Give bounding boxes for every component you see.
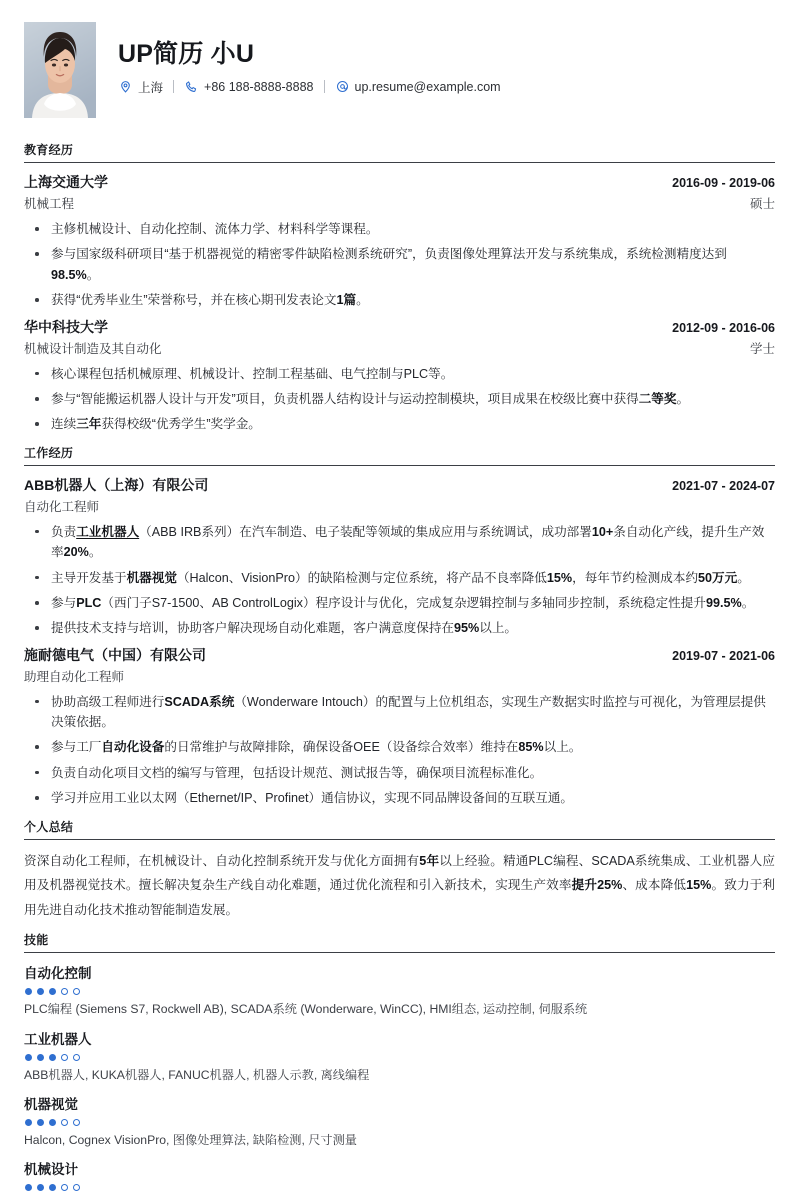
rating-dot-filled — [25, 1119, 32, 1126]
page-title: UP简历 小U — [118, 40, 255, 68]
rating-dot-filled — [37, 1054, 44, 1061]
phone-icon — [184, 79, 199, 94]
header-text-block — [118, 22, 501, 96]
emphasis-run: 三年 — [76, 417, 102, 432]
contact-location — [118, 78, 163, 96]
skill-level-rating — [25, 1119, 775, 1126]
emphasis-run: 10+ — [591, 524, 614, 539]
text-run: （Wonderware Intouch）的配置与上位机组态，实现生产数据实时监控与可视化，为管理层提供决策依据。 — [51, 694, 766, 730]
entry-date-range: 2021-07 - 2024-07 — [672, 478, 775, 493]
text-run: 。 — [676, 391, 690, 406]
entry-header — [24, 645, 775, 665]
entry-date-range: 2016-09 - 2019-06 — [672, 176, 775, 190]
rating-dot-filled — [49, 1184, 56, 1191]
skill-name: 机器视觉 — [24, 1096, 78, 1112]
emphasis-run: 5年 — [419, 853, 440, 868]
text-run: 。 — [737, 570, 750, 585]
skill-name: 自动化控制 — [24, 966, 92, 982]
text-run: 负责自动化项目文档的编写与管理，包括设计规范、测试报告等，确保项目流程标准化。 — [51, 765, 543, 780]
bullet-item — [24, 414, 775, 434]
text-run: 连续 — [51, 417, 77, 432]
text-run: 。致力于利用先进自动化技术推动智能制造发展。 — [24, 878, 776, 917]
experience-entry — [24, 645, 775, 809]
skill-item — [24, 962, 775, 1018]
text-run: 以上。 — [479, 621, 517, 636]
entry-subheader — [24, 194, 775, 212]
entry-role: 自动化工程师 — [24, 499, 100, 514]
rating-dot-filled — [37, 988, 44, 995]
text-run: 资深自动化工程师，在机械设计、自动化控制系统开发与优化方面拥有 — [24, 853, 420, 868]
summary-paragraph — [24, 849, 775, 923]
contact-phone-text: +86 188-8888-8888 — [204, 79, 314, 94]
skill-item — [24, 1028, 775, 1084]
rating-dot-filled — [49, 988, 56, 995]
rating-dot-filled — [25, 988, 32, 995]
entry-header — [24, 172, 775, 192]
text-run: 、成本降低 — [622, 878, 687, 893]
entry-degree: 学士 — [749, 341, 775, 356]
bullet-list — [24, 522, 775, 639]
text-run: 参与 — [51, 595, 77, 610]
text-run: 主导开发基于 — [51, 570, 127, 585]
skill-level-rating — [25, 988, 775, 995]
contact-divider — [173, 80, 174, 93]
experience-entry — [24, 172, 775, 311]
entry-organization: 华中科技大学 — [24, 318, 108, 335]
emphasis-run: 15% — [546, 570, 573, 585]
rating-dot-filled — [37, 1184, 44, 1191]
contact-divider — [324, 80, 325, 93]
text-run: 提供技术支持与培训，协助客户解决现场自动化难题，客户满意度保持在 — [51, 621, 454, 636]
resume-sections — [24, 141, 775, 809]
entry-degree: 硕士 — [749, 197, 775, 211]
text-run: 以上经验。精通PLC编程、SCADA系统集成、工业机器人应用及机器视觉技术。擅长解决复杂生产线自动化难题，通过优化流程和引入新技术，实现生产效率 — [24, 853, 776, 893]
section-title-skills: 技能 — [24, 931, 775, 953]
bullet-item — [24, 389, 775, 409]
rating-dot-filled — [25, 1184, 32, 1191]
skill-item — [24, 1093, 775, 1149]
emphasis-run: PLC — [76, 595, 102, 610]
experience-entry — [24, 475, 775, 639]
bullet-item — [24, 692, 775, 733]
section-title-education: 教育经历 — [24, 141, 775, 163]
text-run: 获得校级“优秀学生”奖学金。 — [101, 417, 261, 432]
emphasis-run: 85% — [518, 740, 544, 755]
text-run: 。 — [86, 267, 100, 282]
text-run: 条自动化产线，提升生产效率 — [51, 524, 765, 560]
bullet-item — [24, 219, 775, 239]
text-run: 。 — [356, 293, 369, 308]
section-body — [24, 466, 775, 809]
entry-organization: ABB机器人（上海）有限公司 — [24, 476, 209, 493]
text-run: 协助高级工程师进行 — [51, 694, 165, 709]
bullet-item — [24, 618, 775, 638]
text-run: 的日常维护与故障排除，确保设备OEE（设备综合效率）维持在 — [164, 740, 519, 755]
rating-dot-filled — [25, 1054, 32, 1061]
bullet-item — [24, 788, 775, 808]
emphasis-run: 二等奖 — [638, 391, 677, 406]
skill-description: Halcon, Cognex VisionPro, 图像处理算法, 缺陷检测, 尺寸测量 — [24, 1132, 357, 1147]
skill-description: PLC编程 (Siemens S7, Rockwell AB), SCADA系统 (Wonderware, WinCC), HMI组态, 运动控制, 伺服系统 — [24, 1002, 588, 1017]
resume-header — [24, 0, 775, 132]
contact-email-text: up.resume@example.com — [354, 79, 501, 94]
rating-dot-empty — [61, 988, 68, 995]
bullet-list — [24, 692, 775, 809]
text-run: （Halcon、VisionPro）的缺陷检测与定位系统，将产品不良率降低 — [176, 570, 547, 585]
contact-row — [118, 78, 501, 96]
bullet-item — [24, 244, 775, 285]
emphasis-run: 提升25% — [571, 878, 623, 893]
skill-level-rating — [25, 1054, 775, 1061]
location-pin-icon — [118, 79, 133, 94]
contact-location-text: 上海 — [138, 80, 164, 95]
skill-description: ABB机器人, KUKA机器人, FANUC机器人, 机器人示教, 离线编程 — [24, 1067, 370, 1082]
emphasis-run: 工业机器人 — [76, 524, 140, 539]
rating-dot-empty — [73, 988, 80, 995]
rating-dot-empty — [73, 1119, 80, 1126]
text-run: 负责 — [51, 524, 77, 539]
emphasis-run: 自动化设备 — [101, 740, 165, 755]
rating-dot-filled — [49, 1119, 56, 1126]
rating-dot-empty — [61, 1054, 68, 1061]
email-at-icon — [335, 79, 350, 94]
entry-organization: 施耐德电气（中国）有限公司 — [24, 646, 206, 663]
text-run: 。 — [88, 545, 102, 560]
section-summary — [24, 818, 775, 923]
experience-entry — [24, 317, 775, 435]
entry-role: 机械工程 — [24, 197, 75, 211]
skill-item — [24, 1158, 775, 1191]
skill-name: 工业机器人 — [24, 1031, 92, 1047]
emphasis-run: 95% — [454, 621, 480, 636]
text-run: 参与“智能搬运机器人设计与开发”项目，负责机器人结构设计与运动控制模块，项目成果在校级比赛中获得 — [51, 391, 639, 406]
emphasis-run: 20% — [63, 545, 89, 560]
rating-dot-filled — [49, 1054, 56, 1061]
section-education — [24, 141, 775, 435]
text-run: （西门子S7-1500、AB ControlLogix）程序设计与优化，完成复杂逻辑控制与多轴同步控制，系统稳定性提升 — [101, 595, 706, 610]
emphasis-run: 99.5% — [705, 595, 742, 610]
text-run: 获得“优秀毕业生”荣誉称号，并在核心期刊发表论文 — [51, 293, 337, 308]
bullet-item — [24, 763, 775, 783]
entry-organization: 上海交通大学 — [24, 174, 108, 190]
bullet-item — [24, 522, 775, 563]
entry-subheader — [24, 497, 775, 515]
entry-role: 机械设计制造及其自动化 — [24, 341, 162, 356]
rating-dot-empty — [73, 1054, 80, 1061]
entry-role: 助理自动化工程师 — [24, 669, 125, 684]
text-run: ，每年节约检测成本约 — [572, 570, 699, 585]
bullet-item — [24, 593, 775, 613]
text-run: （ABB IRB系列）在汽车制造、电子装配等领域的集成应用与系统调试，成功部署 — [139, 524, 592, 539]
bullet-list — [24, 364, 775, 435]
rating-dot-empty — [61, 1184, 68, 1191]
section-skills — [24, 931, 775, 1191]
rating-dot-empty — [61, 1119, 68, 1126]
text-run: 。 — [741, 595, 755, 610]
emphasis-run: 1篇 — [336, 293, 357, 308]
entry-subheader — [24, 339, 775, 357]
text-run: 主修机械设计、自动化控制、流体力学、材料科学等课程。 — [51, 222, 379, 236]
skill-name: 机械设计 — [24, 1162, 78, 1178]
entry-date-range: 2012-09 - 2016-06 — [672, 320, 775, 335]
emphasis-run: 15% — [686, 878, 712, 893]
bullet-item — [24, 290, 775, 310]
entry-header — [24, 475, 775, 495]
entry-subheader — [24, 667, 775, 685]
bullet-item — [24, 737, 775, 757]
text-run: 学习并应用工业以太网（Ethernet/IP、Profinet）通信协议，实现不同品牌设备间的互联互通。 — [51, 791, 574, 806]
bullet-item — [24, 364, 775, 384]
section-work — [24, 444, 775, 809]
rating-dot-filled — [37, 1119, 44, 1126]
profile-photo — [24, 22, 96, 118]
emphasis-run: 机器视觉 — [126, 570, 177, 585]
rating-dot-empty — [73, 1184, 80, 1191]
entry-header — [24, 317, 775, 337]
text-run: 参与工厂 — [51, 740, 102, 755]
contact-email — [335, 79, 501, 94]
emphasis-run: SCADA系统 — [164, 694, 235, 709]
emphasis-run: 98.5% — [51, 267, 87, 282]
bullet-list — [24, 219, 775, 311]
text-run: 以上。 — [543, 740, 582, 755]
bullet-item — [24, 568, 775, 588]
entry-date-range: 2019-07 - 2021-06 — [672, 648, 775, 663]
contact-phone — [184, 79, 313, 94]
skill-level-rating — [25, 1184, 775, 1191]
emphasis-run: 50万元 — [698, 570, 738, 585]
text-run: 核心课程包括机械原理、机械设计、控制工程基础、电气控制与PLC等。 — [51, 366, 454, 381]
text-run: 参与国家级科研项目“基于机器视觉的精密零件缺陷检测系统研究”，负责图像处理算法开发与系统集成，系统检测精度达到 — [51, 247, 727, 262]
section-title-work: 工作经历 — [24, 444, 775, 466]
section-body — [24, 163, 775, 435]
section-title-summary: 个人总结 — [24, 818, 775, 840]
